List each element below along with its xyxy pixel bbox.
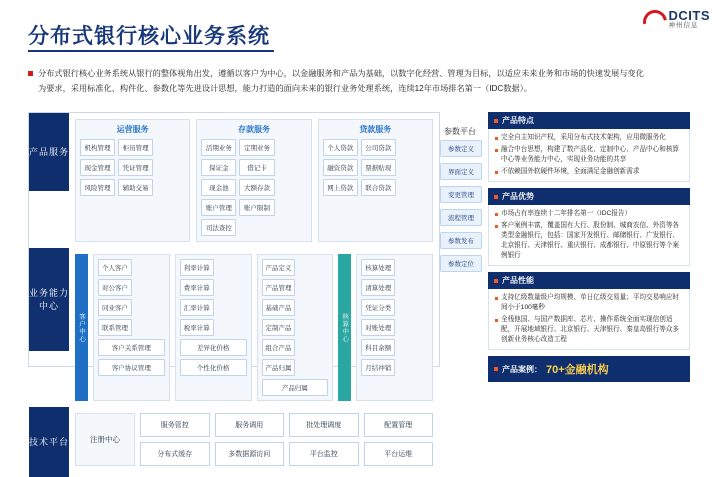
chip[interactable]: 产品定义 xyxy=(262,259,296,276)
capability-group-customer xyxy=(93,254,170,401)
chip[interactable]: 基础产品 xyxy=(262,299,296,316)
bullet-square-icon xyxy=(494,195,498,199)
tab-customer-center[interactable]: 客户中心 xyxy=(75,254,88,401)
tech-box[interactable]: 服务管控 xyxy=(140,413,210,437)
parameter-platform-list xyxy=(440,140,482,272)
chip[interactable]: 网上贷款 xyxy=(323,179,358,196)
param-pill[interactable]: 参数发布 xyxy=(440,232,482,249)
list-item: 全栈他国、与国产数据库、芯片、操作系统全面实现信创适配，开展地域银行、北京银行、天津银行、秦皇岛银行等众多创新业务核心改造工程 xyxy=(501,316,680,343)
category-label-product-services: 产品服务 xyxy=(29,113,69,191)
group-deposit-service xyxy=(196,119,311,242)
chip[interactable]: 机构管理 xyxy=(80,139,115,156)
chip[interactable]: 清算处理 xyxy=(361,279,395,296)
tech-box[interactable]: 批处理调度 xyxy=(289,413,359,437)
section-header xyxy=(488,188,690,205)
registry-center-box[interactable]: 注册中心 xyxy=(75,413,135,466)
logo-en-text: DCITS xyxy=(668,7,710,23)
chip[interactable]: 活期业务 xyxy=(201,139,236,156)
group-title: 贷款服务 xyxy=(359,125,392,134)
chip[interactable]: 产品归属 xyxy=(262,379,329,396)
chip[interactable]: 产品管理 xyxy=(262,279,296,296)
band-tech-platform xyxy=(29,407,439,477)
chip[interactable]: 账户限制 xyxy=(239,199,274,216)
chip[interactable]: 费率计算 xyxy=(180,279,214,296)
tech-box[interactable]: 服务调用 xyxy=(215,413,285,437)
tech-box[interactable]: 平台监控 xyxy=(289,442,359,466)
section-header xyxy=(488,272,690,289)
chip[interactable]: 公司贷款 xyxy=(361,139,396,156)
chip[interactable]: 个人客户 xyxy=(98,259,132,276)
tech-box[interactable]: 平台运维 xyxy=(364,442,434,466)
chip[interactable]: 定期业务 xyxy=(239,139,274,156)
chip[interactable]: 利率计算 xyxy=(180,259,214,276)
list-item: 完全自主知识产权，采用分布式技术架构，应用微服务化 xyxy=(501,134,666,141)
chip[interactable]: 对公客户 xyxy=(98,279,132,296)
bullet-square-icon xyxy=(494,279,498,283)
brand-logo xyxy=(643,8,711,30)
bullet-dot-icon xyxy=(495,137,498,140)
chip[interactable]: 产品归属 xyxy=(262,359,296,376)
list-item: 不依赖国外软硬件环境，全面满足金融创新需求 xyxy=(501,168,640,175)
chip[interactable]: 定制产品 xyxy=(262,319,296,336)
section-title: 产品优势 xyxy=(502,192,534,201)
tech-box[interactable]: 多数据源访问 xyxy=(215,442,285,466)
tech-box[interactable]: 分布式缓存 xyxy=(140,442,210,466)
logo-cn-text: 神州信息 xyxy=(668,21,699,29)
case-label: 产品案例： xyxy=(502,364,542,374)
intro-paragraph xyxy=(28,66,690,96)
chip[interactable]: 现金管理 xyxy=(80,159,115,176)
chip[interactable]: 借记卡 xyxy=(239,159,274,176)
list-item: 市场占有率连续十二年排名第一（IDC报告） xyxy=(501,210,632,217)
chip[interactable]: 汇率计算 xyxy=(180,299,214,316)
bullet-square-icon xyxy=(494,119,498,123)
bullet-dot-icon xyxy=(495,149,498,152)
bullet-dot-icon xyxy=(495,297,498,300)
chip[interactable]: 差异化价格 xyxy=(180,339,247,356)
section-product-case xyxy=(488,356,690,382)
category-label-capability-center: 业务能力中心 xyxy=(29,248,69,351)
section-product-features xyxy=(488,112,690,182)
chip[interactable]: 个性化价格 xyxy=(180,359,247,376)
section-product-performance xyxy=(488,272,690,350)
page-title: 分布式银行核心业务系统 xyxy=(28,25,270,48)
chip[interactable]: 风险管理 xyxy=(80,179,115,196)
param-pill[interactable]: 参数定义 xyxy=(440,140,482,157)
chip[interactable]: 税率计算 xyxy=(180,319,214,336)
group-title: 存款服务 xyxy=(237,125,270,134)
list-item: 融合中台思想，构建了数产品化、定制中心、产品中心和核算中心等业务能力中心，实现业务功能的共享 xyxy=(501,146,680,163)
capability-group-product xyxy=(257,254,334,401)
chip[interactable]: 保证金 xyxy=(201,159,236,176)
section-product-advantages xyxy=(488,188,690,266)
chip[interactable]: 凭证管理 xyxy=(118,159,153,176)
chip[interactable]: 组合产品 xyxy=(262,339,296,356)
chip[interactable]: 客户关系管理 xyxy=(98,339,165,356)
case-value: 70+金融机构 xyxy=(546,364,609,376)
param-pill[interactable]: 参数定位 xyxy=(440,255,482,272)
chip[interactable]: 科目余额 xyxy=(361,339,395,356)
param-pill[interactable]: 变更管理 xyxy=(440,186,482,203)
group-loan-service xyxy=(318,119,433,242)
chip[interactable]: 账户管理 xyxy=(201,199,236,216)
band-capability-center xyxy=(29,248,439,407)
capability-group-accounting xyxy=(356,254,433,401)
chip[interactable]: 司法查控 xyxy=(201,219,236,236)
group-title: 运营服务 xyxy=(116,125,149,134)
chip[interactable]: 同业客户 xyxy=(98,299,132,316)
category-label-tech-platform: 技术平台 xyxy=(29,407,69,477)
chip[interactable]: 对账处理 xyxy=(361,319,395,336)
parameter-platform-label: 参数平台 xyxy=(444,127,476,136)
bullet-dot-icon xyxy=(495,171,498,174)
bullet-square-icon xyxy=(28,71,33,76)
intro-line-2: 为要求，采用标准化、构件化、参数化等先进设计思想，能力打造的面向未来的银行业务处理系统，连续12年市场排名第一（IDC数据）。 xyxy=(38,84,532,93)
list-item: 客户案例丰富，覆盖国有大行、股份制、城商农信、外资等各类型金融银行，包括：国家开发银行、邮储银行、广发银行、北京银行、天津银行、重庆银行、成都银行、中原银行等个案例银行 xyxy=(501,222,680,259)
bullet-square-icon xyxy=(494,367,498,371)
bullet-dot-icon xyxy=(495,319,498,322)
chip[interactable]: 联合贷款 xyxy=(361,179,396,196)
section-header xyxy=(488,112,690,129)
section-title: 产品特点 xyxy=(502,116,534,125)
list-item: 支持亿级数量级户均规模、单日亿级交易量；平均交易响应时间小于100毫秒 xyxy=(501,294,680,311)
tab-accounting-center[interactable]: 核算中心 xyxy=(338,254,351,401)
chip[interactable]: 现金池 xyxy=(201,179,236,196)
architecture-panel xyxy=(28,112,440,458)
band-product-services xyxy=(29,113,439,248)
chip[interactable]: 柜员管理 xyxy=(118,139,153,156)
chip[interactable]: 个人贷款 xyxy=(323,139,358,156)
group-operation-service xyxy=(75,119,190,242)
tech-box[interactable]: 配置管理 xyxy=(364,413,434,437)
chip[interactable]: 月结冲销 xyxy=(361,359,395,376)
right-info-column xyxy=(488,112,690,382)
chip[interactable]: 联系管理 xyxy=(98,319,132,336)
bullet-dot-icon xyxy=(495,213,498,216)
section-title: 产品性能 xyxy=(502,276,534,285)
logo-mark-icon xyxy=(643,8,665,30)
param-pill[interactable]: 流程管理 xyxy=(440,209,482,226)
chip[interactable]: 客户协议管理 xyxy=(98,359,165,376)
chip[interactable]: 辅助交易 xyxy=(118,179,153,196)
chip[interactable]: 凭证分类 xyxy=(361,299,395,316)
chip[interactable]: 大额存款 xyxy=(239,179,274,196)
param-pill[interactable]: 界面定义 xyxy=(440,163,482,180)
intro-line-1: 分布式银行核心业务系统从银行的整体视角出发，遵循以客户为中心，以金融服务和产品为基础，以数字化经营、管理为目标，以适应未来业务和市场的快速发展与变化 xyxy=(38,69,644,78)
bullet-dot-icon xyxy=(495,225,498,228)
title-underline xyxy=(28,50,274,52)
chip[interactable]: 票据贴现 xyxy=(361,159,396,176)
chip[interactable]: 核算处理 xyxy=(361,259,395,276)
chip[interactable]: 融资贷款 xyxy=(323,159,358,176)
capability-group-pricing xyxy=(175,254,252,401)
